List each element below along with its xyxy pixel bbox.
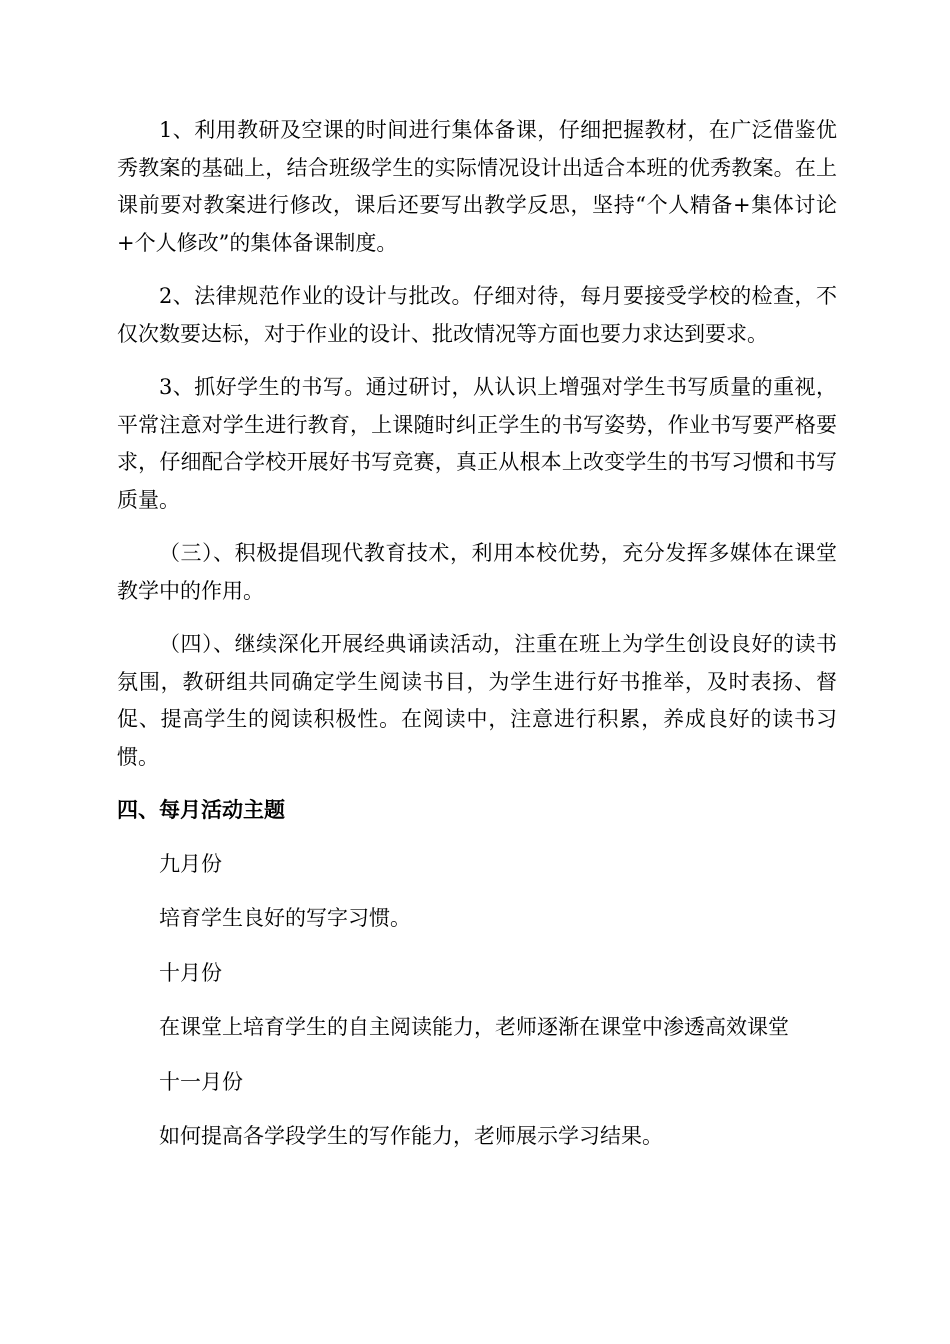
document-page xyxy=(117,112,837,1173)
paragraph-modern-tech: （三）、积极提倡现代教育技术，利用本校优势，充分发挥多媒体在课堂教学中的作用。 xyxy=(117,541,837,603)
section-heading-monthly-themes: 四、每月活动主题 xyxy=(117,798,285,822)
monthly-theme-list xyxy=(117,846,837,1156)
paragraph-classic-reading: （四）、继续深化开展经典诵读活动，注重在班上为学生创设良好的读书氛围，教研组共同确定学生阅读书目，为学生进行好书推举，及时表扬、督促、提高学生的阅读积极性。在阅读中，注意进行积累，养成良好的读书习惯。 xyxy=(117,632,837,769)
month-label-october: 十月份 xyxy=(159,960,222,985)
month-theme-november: 如何提高各学段学生的写作能力，老师展示学习结果。 xyxy=(159,1124,663,1148)
month-theme-october: 在课堂上培育学生的自主阅读能力，老师逐渐在课堂中渗透高效课堂 xyxy=(159,1015,789,1039)
paragraph-handwriting: 3、抓好学生的书写。通过研讨，从认识上增强对学生书写质量的重视，平常注意对学生进行教育，上课随时纠正学生的书写姿势，作业书写要严格要求，仔细配合学校开展好书写竞赛，真正从根本上改变学生的书写习惯和书写质量。 xyxy=(117,375,837,512)
month-theme-september: 培育学生良好的写字习惯。 xyxy=(159,906,411,930)
paragraph-homework-design: 2、法律规范作业的设计与批改。仔细对待，每月要接受学校的检查，不仅次数要达标，对于作业的设计、批改情况等方面也要力求达到要求。 xyxy=(117,284,837,346)
month-label-september: 九月份 xyxy=(159,851,222,876)
paragraph-collective-lesson-prep: 1、利用教研及空课的时间进行集体备课，仔细把握教材，在广泛借鉴优秀教案的基础上，结合班级学生的实际情况设计出适合本班的优秀教案。在上课前要对教案进行修改，课后还要写出教学反思，坚持“个人精备+集体讨论+个人修改”的集体备课制度。 xyxy=(117,118,837,255)
month-label-november: 十一月份 xyxy=(159,1069,243,1094)
